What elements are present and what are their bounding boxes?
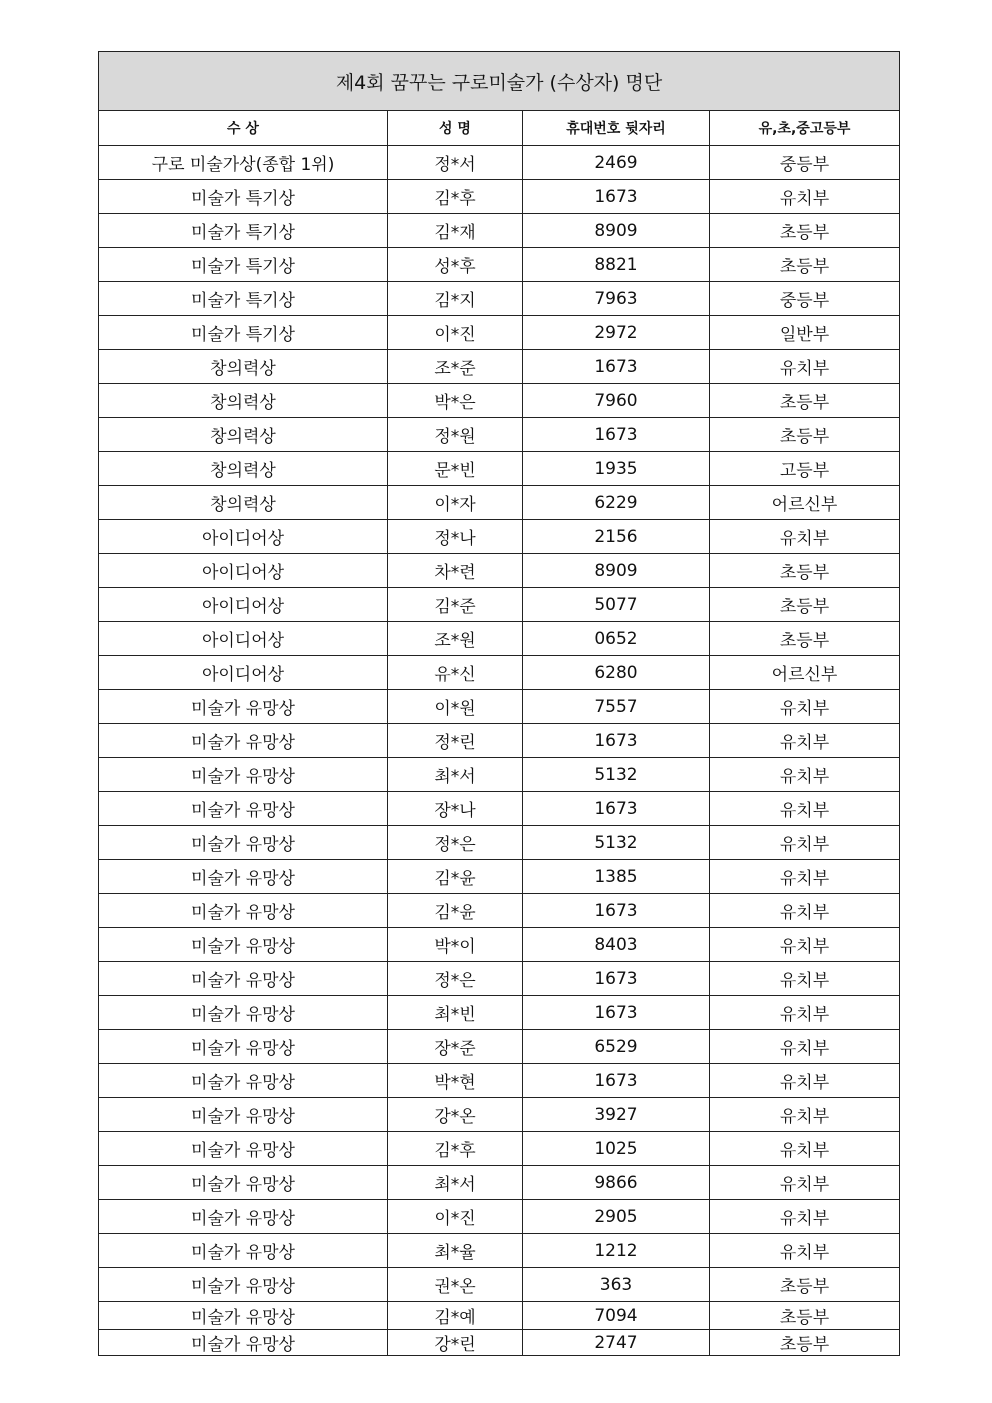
cell-division: 어르신부: [710, 656, 900, 690]
cell-name: 김*윤: [388, 894, 523, 928]
cell-phone: 2972: [523, 316, 710, 350]
cell-division: 초등부: [710, 1268, 900, 1302]
table-row: [99, 1302, 900, 1330]
cell-name: 이*진: [388, 316, 523, 350]
cell-award: 미술가 유망상: [99, 1302, 388, 1330]
table-row: [99, 1030, 900, 1064]
cell-division: 유치부: [710, 1098, 900, 1132]
award-list-sheet: [98, 51, 899, 1356]
cell-division: 초등부: [710, 554, 900, 588]
cell-division: 일반부: [710, 316, 900, 350]
cell-name: 이*진: [388, 1200, 523, 1234]
cell-phone: 2469: [523, 146, 710, 180]
cell-phone: 1673: [523, 996, 710, 1030]
cell-name: 박*현: [388, 1064, 523, 1098]
cell-division: 초등부: [710, 248, 900, 282]
table-row: [99, 622, 900, 656]
cell-division: 유치부: [710, 894, 900, 928]
cell-phone: 7963: [523, 282, 710, 316]
table-row: [99, 656, 900, 690]
cell-name: 최*율: [388, 1234, 523, 1268]
header-row: [99, 111, 900, 146]
cell-division: 유치부: [710, 860, 900, 894]
cell-division: 유치부: [710, 758, 900, 792]
table-row: [99, 554, 900, 588]
cell-award: 미술가 유망상: [99, 1064, 388, 1098]
cell-name: 이*원: [388, 690, 523, 724]
table-row: [99, 792, 900, 826]
table-row: [99, 996, 900, 1030]
table-row: [99, 894, 900, 928]
cell-phone: 5077: [523, 588, 710, 622]
cell-division: 유치부: [710, 996, 900, 1030]
cell-division: 중등부: [710, 282, 900, 316]
cell-phone: 1025: [523, 1132, 710, 1166]
cell-phone: 1385: [523, 860, 710, 894]
cell-name: 권*온: [388, 1268, 523, 1302]
cell-division: 유치부: [710, 1200, 900, 1234]
cell-division: 유치부: [710, 690, 900, 724]
cell-award: 미술가 유망상: [99, 724, 388, 758]
cell-division: 초등부: [710, 588, 900, 622]
header-division: 유,초,중고등부: [710, 111, 900, 146]
cell-award: 미술가 유망상: [99, 962, 388, 996]
cell-phone: 8909: [523, 214, 710, 248]
table-row: [99, 1098, 900, 1132]
header-award: 수 상: [99, 111, 388, 146]
cell-phone: 1673: [523, 724, 710, 758]
cell-name: 장*나: [388, 792, 523, 826]
cell-name: 차*련: [388, 554, 523, 588]
cell-phone: 5132: [523, 826, 710, 860]
cell-name: 김*예: [388, 1302, 523, 1330]
cell-phone: 1935: [523, 452, 710, 486]
table-row: [99, 758, 900, 792]
cell-award: 창의력상: [99, 384, 388, 418]
cell-division: 중등부: [710, 146, 900, 180]
cell-award: 미술가 유망상: [99, 1132, 388, 1166]
cell-division: 어르신부: [710, 486, 900, 520]
cell-award: 미술가 유망상: [99, 894, 388, 928]
cell-phone: 1673: [523, 894, 710, 928]
header-phone: 휴대번호 뒷자리: [523, 111, 710, 146]
cell-phone: 1673: [523, 792, 710, 826]
cell-division: 유치부: [710, 520, 900, 554]
cell-award: 아이디어상: [99, 520, 388, 554]
cell-phone: 363: [523, 1268, 710, 1302]
cell-award: 창의력상: [99, 418, 388, 452]
cell-name: 김*윤: [388, 860, 523, 894]
table-row: [99, 588, 900, 622]
table-row: [99, 146, 900, 180]
cell-name: 최*빈: [388, 996, 523, 1030]
cell-phone: 3927: [523, 1098, 710, 1132]
cell-division: 유치부: [710, 1234, 900, 1268]
cell-name: 정*린: [388, 724, 523, 758]
cell-division: 유치부: [710, 1132, 900, 1166]
cell-award: 아이디어상: [99, 622, 388, 656]
cell-division: 유치부: [710, 724, 900, 758]
cell-name: 성*후: [388, 248, 523, 282]
cell-phone: 2156: [523, 520, 710, 554]
cell-name: 정*나: [388, 520, 523, 554]
table-row: [99, 316, 900, 350]
table-row: [99, 826, 900, 860]
table-row: [99, 180, 900, 214]
table-row: [99, 1166, 900, 1200]
document-title: 제4회 꿈꾸는 구로미술가 (수상자) 명단: [99, 52, 900, 111]
cell-phone: 2747: [523, 1330, 710, 1356]
cell-award: 미술가 특기상: [99, 316, 388, 350]
cell-name: 김*지: [388, 282, 523, 316]
cell-award: 창의력상: [99, 486, 388, 520]
cell-division: 초등부: [710, 622, 900, 656]
table-body: [99, 146, 900, 1356]
cell-award: 미술가 유망상: [99, 1330, 388, 1356]
cell-award: 아이디어상: [99, 554, 388, 588]
table-row: [99, 214, 900, 248]
table-row: [99, 1330, 900, 1356]
cell-award: 미술가 유망상: [99, 792, 388, 826]
table-row: [99, 1234, 900, 1268]
cell-division: 유치부: [710, 962, 900, 996]
cell-phone: 6529: [523, 1030, 710, 1064]
cell-phone: 1673: [523, 350, 710, 384]
cell-name: 이*자: [388, 486, 523, 520]
cell-award: 미술가 특기상: [99, 214, 388, 248]
cell-division: 유치부: [710, 928, 900, 962]
table-row: [99, 724, 900, 758]
cell-name: 정*은: [388, 962, 523, 996]
table-row: [99, 520, 900, 554]
table-row: [99, 1064, 900, 1098]
cell-name: 김*재: [388, 214, 523, 248]
cell-phone: 1673: [523, 1064, 710, 1098]
table-row: [99, 860, 900, 894]
cell-phone: 9866: [523, 1166, 710, 1200]
title-row: [99, 52, 900, 111]
cell-phone: 1673: [523, 180, 710, 214]
cell-division: 유치부: [710, 1166, 900, 1200]
cell-phone: 7557: [523, 690, 710, 724]
cell-award: 미술가 특기상: [99, 180, 388, 214]
table-row: [99, 928, 900, 962]
cell-award: 미술가 유망상: [99, 1166, 388, 1200]
cell-award: 미술가 유망상: [99, 996, 388, 1030]
cell-phone: 5132: [523, 758, 710, 792]
cell-phone: 1673: [523, 962, 710, 996]
cell-phone: 0652: [523, 622, 710, 656]
cell-division: 고등부: [710, 452, 900, 486]
cell-phone: 8403: [523, 928, 710, 962]
cell-award: 미술가 유망상: [99, 1234, 388, 1268]
table-row: [99, 1132, 900, 1166]
cell-award: 구로 미술가상(종합 1위): [99, 146, 388, 180]
cell-name: 문*빈: [388, 452, 523, 486]
table-row: [99, 452, 900, 486]
cell-division: 유치부: [710, 350, 900, 384]
cell-award: 미술가 유망상: [99, 758, 388, 792]
table-row: [99, 962, 900, 996]
cell-division: 초등부: [710, 1302, 900, 1330]
cell-phone: 7960: [523, 384, 710, 418]
cell-name: 강*온: [388, 1098, 523, 1132]
cell-award: 창의력상: [99, 350, 388, 384]
cell-award: 미술가 유망상: [99, 860, 388, 894]
table-row: [99, 690, 900, 724]
cell-phone: 6229: [523, 486, 710, 520]
cell-phone: 7094: [523, 1302, 710, 1330]
table-row: [99, 282, 900, 316]
cell-name: 박*은: [388, 384, 523, 418]
table-row: [99, 1200, 900, 1234]
cell-award: 미술가 유망상: [99, 690, 388, 724]
cell-division: 초등부: [710, 1330, 900, 1356]
cell-award: 창의력상: [99, 452, 388, 486]
cell-name: 강*린: [388, 1330, 523, 1356]
cell-award: 미술가 특기상: [99, 248, 388, 282]
cell-phone: 2905: [523, 1200, 710, 1234]
table-row: [99, 350, 900, 384]
table-row: [99, 418, 900, 452]
cell-award: 미술가 유망상: [99, 826, 388, 860]
cell-name: 조*준: [388, 350, 523, 384]
cell-phone: 1212: [523, 1234, 710, 1268]
cell-award: 미술가 유망상: [99, 1030, 388, 1064]
cell-name: 정*서: [388, 146, 523, 180]
cell-award: 미술가 유망상: [99, 1200, 388, 1234]
cell-division: 초등부: [710, 384, 900, 418]
cell-phone: 8909: [523, 554, 710, 588]
table-row: [99, 1268, 900, 1302]
cell-award: 아이디어상: [99, 656, 388, 690]
cell-name: 박*이: [388, 928, 523, 962]
cell-name: 정*원: [388, 418, 523, 452]
cell-name: 김*준: [388, 588, 523, 622]
cell-award: 미술가 특기상: [99, 282, 388, 316]
table-row: [99, 486, 900, 520]
cell-award: 미술가 유망상: [99, 928, 388, 962]
cell-division: 유치부: [710, 826, 900, 860]
cell-name: 조*원: [388, 622, 523, 656]
cell-name: 최*서: [388, 758, 523, 792]
cell-name: 최*서: [388, 1166, 523, 1200]
cell-phone: 1673: [523, 418, 710, 452]
cell-name: 김*후: [388, 180, 523, 214]
award-table: [98, 51, 900, 1356]
cell-award: 아이디어상: [99, 588, 388, 622]
cell-award: 미술가 유망상: [99, 1268, 388, 1302]
cell-division: 유치부: [710, 1064, 900, 1098]
cell-division: 초등부: [710, 214, 900, 248]
cell-name: 장*준: [388, 1030, 523, 1064]
table-row: [99, 248, 900, 282]
table-row: [99, 384, 900, 418]
header-name: 성 명: [388, 111, 523, 146]
cell-name: 정*은: [388, 826, 523, 860]
cell-phone: 6280: [523, 656, 710, 690]
cell-division: 초등부: [710, 418, 900, 452]
cell-award: 미술가 유망상: [99, 1098, 388, 1132]
cell-name: 유*신: [388, 656, 523, 690]
cell-division: 유치부: [710, 1030, 900, 1064]
cell-phone: 8821: [523, 248, 710, 282]
cell-division: 유치부: [710, 792, 900, 826]
cell-division: 유치부: [710, 180, 900, 214]
cell-name: 김*후: [388, 1132, 523, 1166]
